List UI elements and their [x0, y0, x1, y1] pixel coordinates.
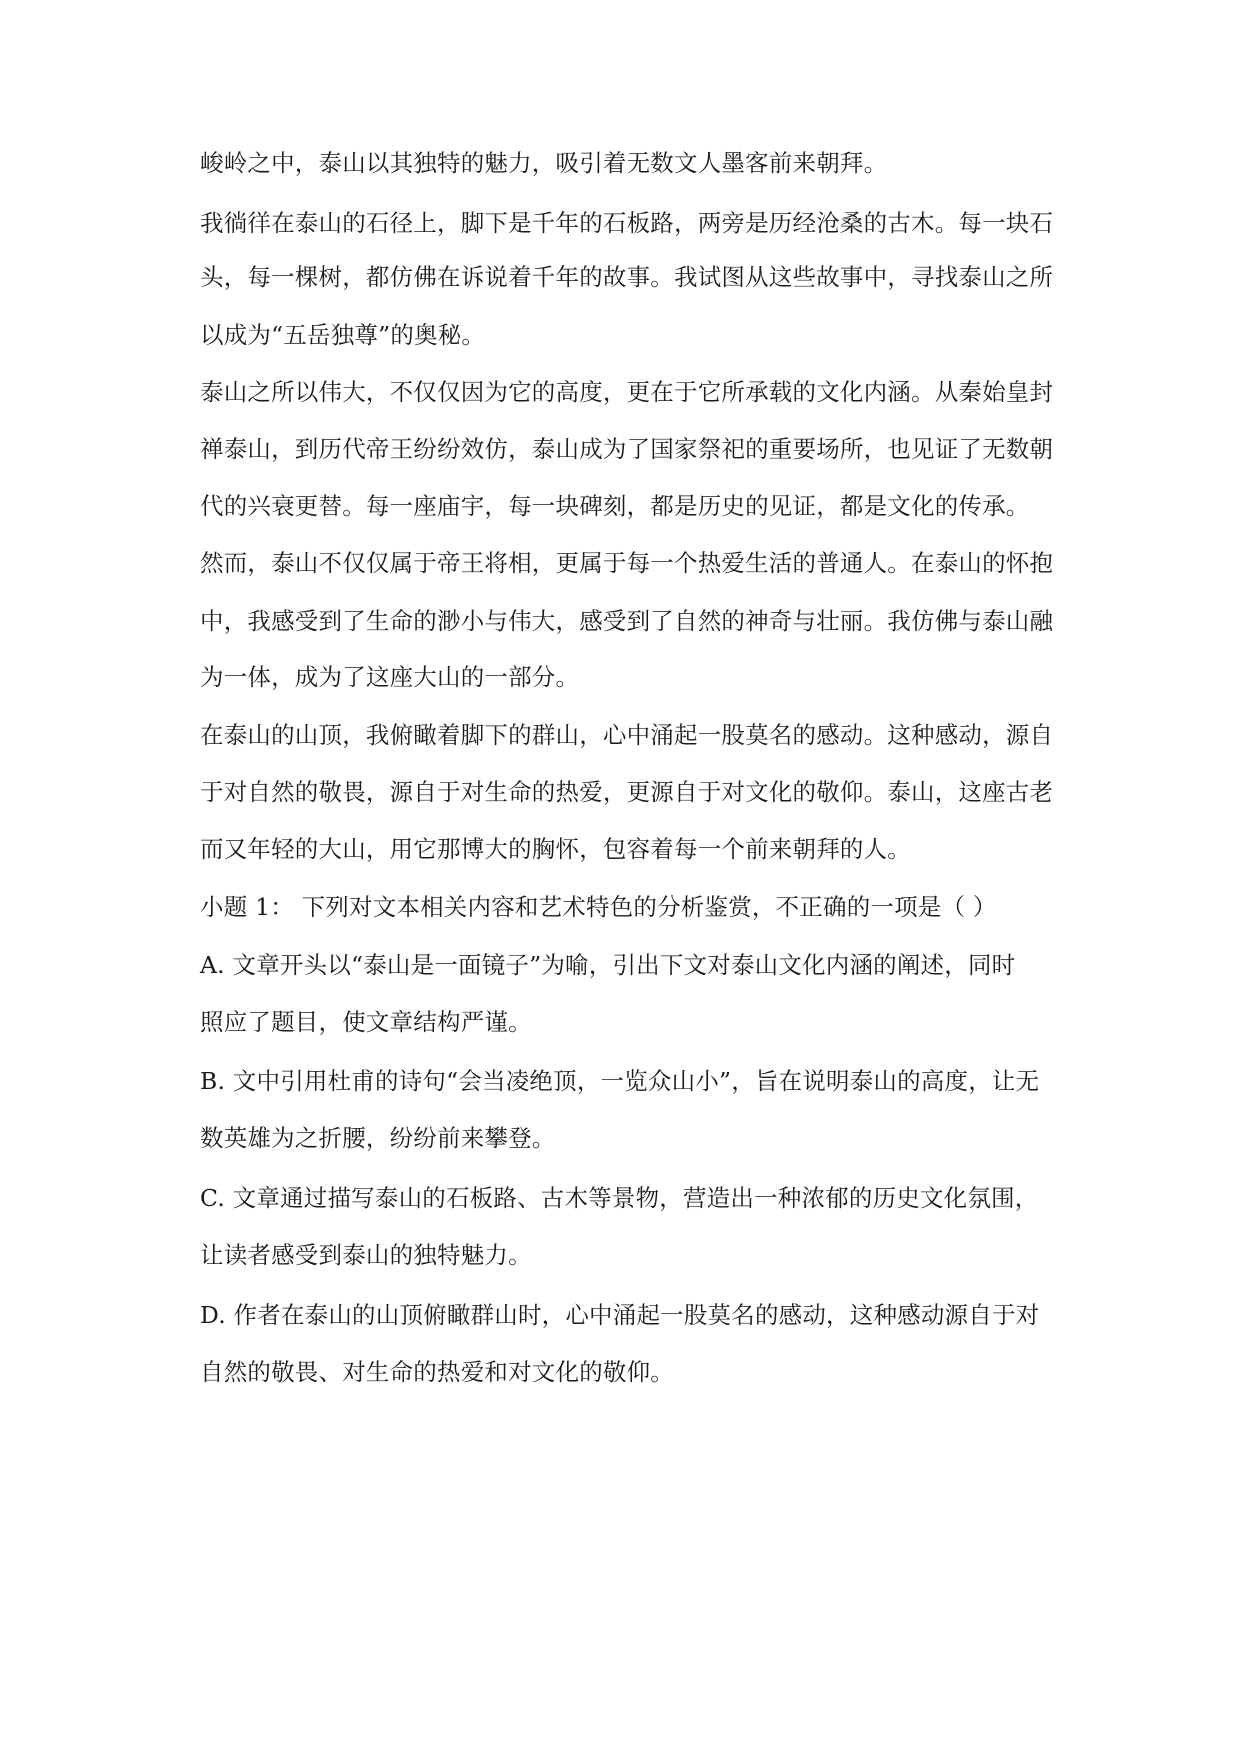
- passage-line: 代的兴衰更替。每一座庙宇，每一块碑刻，都是历史的见证，都是文化的传承。: [200, 492, 1030, 520]
- passage-line: 然而，泰山不仅仅属于帝王将相，更属于每一个热爱生活的普通人。在泰山的怀抱: [200, 549, 1054, 577]
- option-c-line-2: 让读者感受到泰山的独特魅力。: [200, 1241, 532, 1269]
- option-d-line-1: D. 作者在泰山的山顶俯瞰群山时，心中涌起一股莫名的感动，这种感动源自于对: [200, 1301, 1040, 1329]
- passage-line: 而又年轻的大山，用它那博大的胸怀，包容着每一个前来朝拜的人。: [200, 835, 911, 863]
- option-a-line-1: A. 文章开头以“泰山是一面镜子”为喻，引出下文对泰山文化内涵的阐述，同时: [200, 951, 1016, 979]
- passage-line: 中，我感受到了生命的渺小与伟大，感受到了自然的神奇与壮丽。我仿佛与泰山融: [200, 607, 1054, 635]
- passage-line: 禅泰山，到历代帝王纷纷效仿，泰山成为了国家祭祀的重要场所，也见证了无数朝: [200, 435, 1054, 463]
- passage-line: 于对自然的敬畏，源自于对生命的热爱，更源自于对文化的敬仰。泰山，这座古老: [200, 778, 1054, 806]
- passage-line: 头，每一棵树，都仿佛在诉说着千年的故事。我试图从这些故事中，寻找泰山之所: [200, 263, 1054, 291]
- option-b-line-1: B. 文中引用杜甫的诗句“会当凌绝顶，一览众山小”，旨在说明泰山的高度，让无: [200, 1067, 1040, 1095]
- passage-line: 以成为“五岳独尊”的奥秘。: [200, 321, 486, 349]
- option-c-line-1: C. 文章通过描写泰山的石板路、古木等景物，营造出一种浓郁的历史文化氛围，: [200, 1184, 1039, 1212]
- passage-line: 峻岭之中，泰山以其独特的魅力，吸引着无数文人墨客前来朝拜。: [200, 149, 888, 177]
- passage-line: 在泰山的山顶，我俯瞰着脚下的群山，心中涌起一股莫名的感动。这种感动，源自: [200, 721, 1054, 749]
- passage-line: 泰山之所以伟大，不仅仅因为它的高度，更在于它所承载的文化内涵。从秦始皇封: [200, 378, 1054, 406]
- question-stem: 小题 1： 下列对文本相关内容和艺术特色的分析鉴赏，不正确的一项是（ ）: [200, 893, 997, 921]
- option-b-line-2: 数英雄为之折腰，纷纷前来攀登。: [200, 1124, 556, 1152]
- passage-line: 我徜徉在泰山的石径上，脚下是千年的石板路，两旁是历经沧桑的古木。每一块石: [200, 209, 1054, 237]
- passage-line: 为一体，成为了这座大山的一部分。: [200, 663, 580, 691]
- option-d-line-2: 自然的敬畏、对生命的热爱和对文化的敬仰。: [200, 1358, 674, 1386]
- option-a-line-2: 照应了题目，使文章结构严谨。: [200, 1008, 532, 1036]
